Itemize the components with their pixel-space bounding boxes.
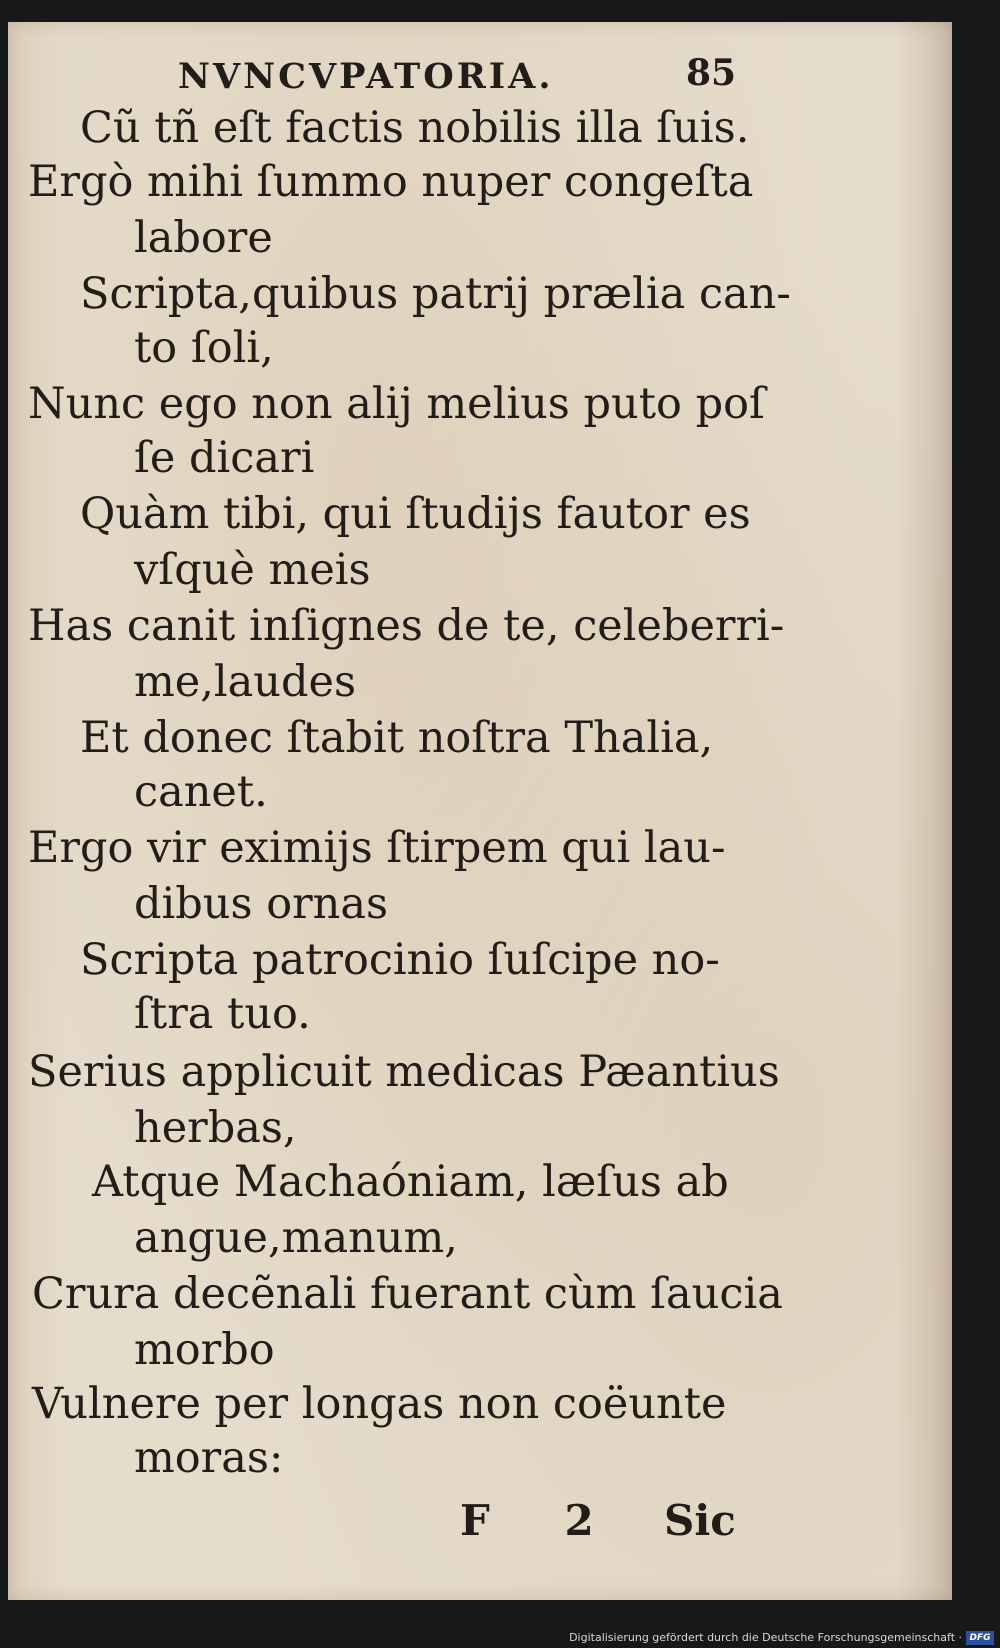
- verse-line: Scripta,quibus patrij prælia can-: [80, 269, 791, 319]
- verse-line: herbas,: [134, 1103, 297, 1153]
- verse-line: Cũ tñ eſt factis nobilis illa ſuis.: [80, 103, 750, 153]
- running-head: NVNCVPATORIA.: [178, 56, 554, 97]
- signature-mark: F 2: [460, 1496, 624, 1545]
- verse-line: Atque Machaóniam, læſus ab: [92, 1157, 729, 1207]
- verse-line: Vulnere per longas non coëunte: [32, 1379, 727, 1429]
- verse-line: vſquè meis: [134, 545, 371, 595]
- verse-line: Ergo vir eximijs ſtirpem qui lau-: [28, 823, 726, 873]
- verse-line: Crura decẽnali fuerant cùm ſaucia: [32, 1269, 783, 1319]
- verse-line: ſtra tuo.: [134, 989, 311, 1039]
- dfg-logo: DFG: [966, 1631, 994, 1645]
- verse-line: labore: [134, 213, 273, 263]
- verse-line: Et donec ſtabit noſtra Thalia,: [80, 713, 714, 763]
- digitization-credit: Digitalisierung gefördert durch die Deutsche Forschungsgemeinschaft ·: [569, 1631, 962, 1644]
- catchword: Sic: [664, 1496, 736, 1545]
- page-number: 85: [686, 52, 737, 94]
- verse-line: ſe dicari: [134, 433, 315, 483]
- book-page: [8, 22, 952, 1600]
- verse-line: Nunc ego non alij melius puto poſ: [28, 379, 765, 429]
- verse-line: dibus ornas: [134, 879, 389, 929]
- verse-line: angue,manum,: [134, 1213, 458, 1263]
- verse-line: Quàm tibi, qui ſtudijs fautor es: [80, 489, 751, 539]
- verse-line: me,laudes: [134, 657, 357, 707]
- verse-line: Scripta patrocinio ſuſcipe no-: [80, 935, 720, 985]
- verse-line: Serius applicuit medicas Pæantius: [28, 1047, 780, 1097]
- verse-line: Ergò mihi ſummo nuper congeſta: [28, 157, 754, 207]
- verse-line: morbo: [134, 1325, 275, 1375]
- verse-line: canet.: [134, 767, 268, 817]
- verse-line: Has canit inſignes de te, celeberri-: [28, 601, 785, 651]
- verse-line: moras:: [134, 1433, 284, 1483]
- verse-line: to ſoli,: [134, 323, 274, 373]
